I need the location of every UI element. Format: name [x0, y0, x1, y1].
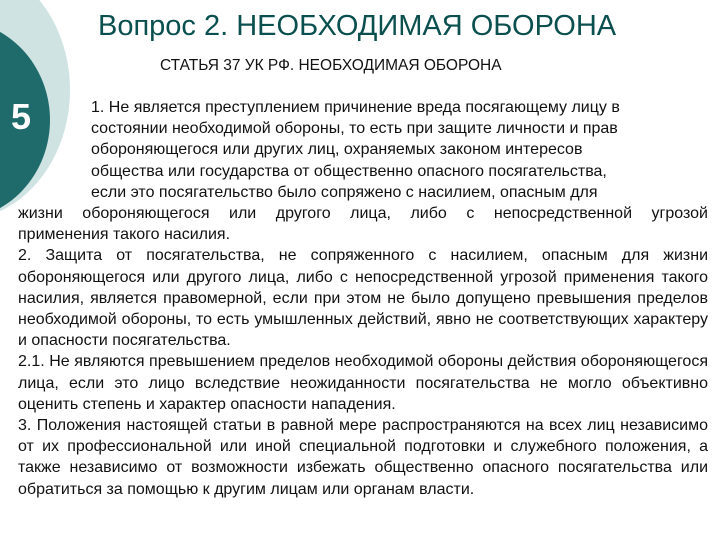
article-heading: СТАТЬЯ 37 УК РФ. НЕОБХОДИМАЯ ОБОРОНА — [160, 57, 502, 74]
paragraph-1-line: обороняющегося или других лиц, охраняемых законом интересов — [91, 141, 583, 159]
paragraph-2: 2. Защита от посягательства, не сопряженного с насилием, опасным для жизни обороняющегося или другого лица, либо с непосредственной угрозой применения такого насилия, является правомерной, если при этом не было допущено превышения пределов необходимой обороны, то есть умышленных действий, явно не соответствующих характеру и опасности посягательства. — [18, 247, 708, 350]
paragraph-1-line: общества или государства от общественно опасного посягательства, — [91, 162, 607, 180]
paragraph-2-1: 2.1. Не являются превышением пределов необходимой обороны действия обороняющегося лица, если это лицо вследствие неожиданности посягательства не могло объективно оценить степень и характер опасности нападения. — [18, 353, 708, 413]
article-text — [18, 97, 708, 500]
paragraph-1-line: жизни обороняющегося или другого лица, либо с непосредственной угрозой — [18, 205, 708, 223]
paragraph-1 — [18, 97, 708, 245]
paragraph-1-line: применения такого насилия. — [18, 226, 231, 244]
paragraph-1-line: если это посягательство было сопряжено с насилием, опасным для — [91, 183, 598, 201]
paragraph-1-line: состоянии необходимой обороны, то есть при защите личности и прав — [91, 120, 618, 138]
paragraph-1-line: 1. Не является преступлением причинение вреда посягающему лицу в — [91, 99, 620, 116]
paragraph-3: 3. Положения настоящей статьи в равной мере распространяются на всех лиц независимо от их профессиональной или иной специальной подготовки и служебного положения, а также независимо от возможности избежать общественно опасного посягательства или обратиться за помощью к другим лицам или органам власти. — [18, 417, 708, 498]
slide-number: 5 — [11, 96, 32, 137]
slide-title: Вопрос 2. НЕОБХОДИМАЯ ОБОРОНА — [98, 10, 617, 42]
